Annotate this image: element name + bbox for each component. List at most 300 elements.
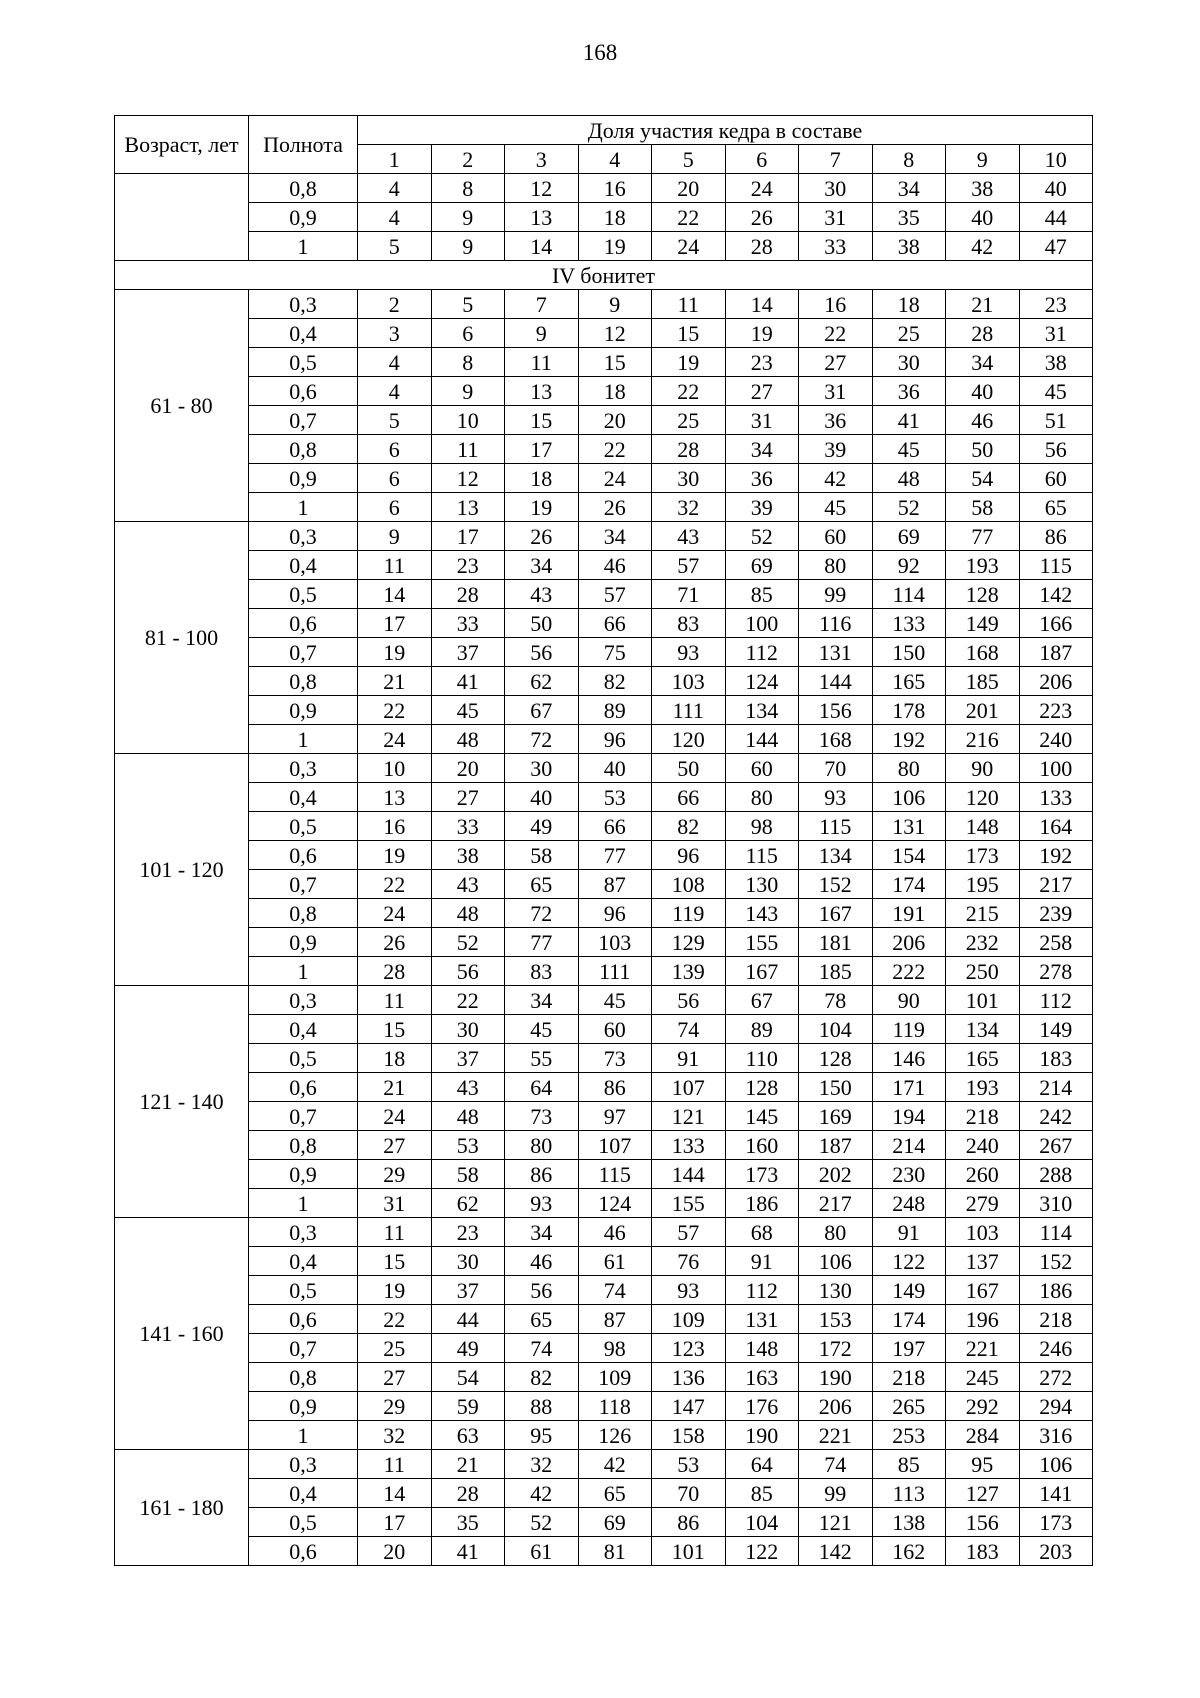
value-cell: 66 xyxy=(578,812,652,841)
value-cell: 192 xyxy=(1019,841,1093,870)
table-row xyxy=(115,899,1093,928)
value-cell: 24 xyxy=(725,174,799,203)
value-cell: 69 xyxy=(872,522,946,551)
value-cell: 143 xyxy=(725,899,799,928)
fill-cell: 0,4 xyxy=(249,319,358,348)
share-column-header: 9 xyxy=(946,145,1020,174)
value-cell: 82 xyxy=(505,1363,579,1392)
fill-cell: 0,3 xyxy=(249,290,358,319)
table-row xyxy=(115,464,1093,493)
table-row xyxy=(115,232,1093,261)
fill-cell: 0,9 xyxy=(249,928,358,957)
value-cell: 87 xyxy=(578,1305,652,1334)
value-cell: 41 xyxy=(431,667,505,696)
value-cell: 86 xyxy=(505,1160,579,1189)
value-cell: 121 xyxy=(799,1508,873,1537)
value-cell: 18 xyxy=(872,290,946,319)
value-cell: 15 xyxy=(358,1247,432,1276)
value-cell: 69 xyxy=(725,551,799,580)
fill-cell: 1 xyxy=(249,232,358,261)
value-cell: 22 xyxy=(652,203,726,232)
value-cell: 155 xyxy=(652,1189,726,1218)
value-cell: 52 xyxy=(725,522,799,551)
value-cell: 183 xyxy=(1019,1044,1093,1073)
age-group-cell: 101 - 120 xyxy=(115,754,249,986)
value-cell: 8 xyxy=(431,348,505,377)
table-row xyxy=(115,1479,1093,1508)
value-cell: 109 xyxy=(578,1363,652,1392)
value-cell: 4 xyxy=(358,377,432,406)
value-cell: 34 xyxy=(946,348,1020,377)
fill-cell: 0,5 xyxy=(249,1508,358,1537)
value-cell: 41 xyxy=(431,1537,505,1566)
value-cell: 43 xyxy=(431,870,505,899)
value-cell: 48 xyxy=(431,725,505,754)
value-cell: 30 xyxy=(652,464,726,493)
table-row xyxy=(115,725,1093,754)
value-cell: 240 xyxy=(946,1131,1020,1160)
table-body xyxy=(115,174,1093,1566)
value-cell: 73 xyxy=(505,1102,579,1131)
value-cell: 112 xyxy=(725,1276,799,1305)
value-cell: 70 xyxy=(652,1479,726,1508)
value-cell: 53 xyxy=(578,783,652,812)
value-cell: 9 xyxy=(505,319,579,348)
value-cell: 310 xyxy=(1019,1189,1093,1218)
value-cell: 284 xyxy=(946,1421,1020,1450)
value-cell: 217 xyxy=(1019,870,1093,899)
fill-cell: 0,6 xyxy=(249,1537,358,1566)
value-cell: 69 xyxy=(578,1508,652,1537)
fill-cell: 0,7 xyxy=(249,1334,358,1363)
table-row xyxy=(115,348,1093,377)
value-cell: 28 xyxy=(652,435,726,464)
value-cell: 2 xyxy=(358,290,432,319)
value-cell: 167 xyxy=(946,1276,1020,1305)
value-cell: 23 xyxy=(725,348,799,377)
value-cell: 6 xyxy=(431,319,505,348)
value-cell: 54 xyxy=(431,1363,505,1392)
value-cell: 13 xyxy=(431,493,505,522)
value-cell: 28 xyxy=(431,580,505,609)
value-cell: 20 xyxy=(652,174,726,203)
value-cell: 83 xyxy=(505,957,579,986)
value-cell: 272 xyxy=(1019,1363,1093,1392)
value-cell: 128 xyxy=(799,1044,873,1073)
value-cell: 156 xyxy=(799,696,873,725)
fill-cell: 0,8 xyxy=(249,899,358,928)
value-cell: 174 xyxy=(872,870,946,899)
value-cell: 165 xyxy=(872,667,946,696)
value-cell: 149 xyxy=(872,1276,946,1305)
value-cell: 28 xyxy=(358,957,432,986)
value-cell: 22 xyxy=(799,319,873,348)
value-cell: 33 xyxy=(431,812,505,841)
value-cell: 45 xyxy=(505,1015,579,1044)
value-cell: 22 xyxy=(652,377,726,406)
value-cell: 8 xyxy=(431,174,505,203)
fill-cell: 1 xyxy=(249,725,358,754)
value-cell: 185 xyxy=(946,667,1020,696)
value-cell: 43 xyxy=(505,580,579,609)
value-cell: 106 xyxy=(872,783,946,812)
section-title: IV бонитет xyxy=(115,261,1093,290)
value-cell: 45 xyxy=(872,435,946,464)
table-row xyxy=(115,319,1093,348)
value-cell: 36 xyxy=(725,464,799,493)
value-cell: 147 xyxy=(652,1392,726,1421)
table-row xyxy=(115,493,1093,522)
value-cell: 5 xyxy=(358,232,432,261)
value-cell: 152 xyxy=(799,870,873,899)
value-cell: 95 xyxy=(946,1450,1020,1479)
value-cell: 104 xyxy=(725,1508,799,1537)
value-cell: 14 xyxy=(725,290,799,319)
value-cell: 24 xyxy=(358,1102,432,1131)
value-cell: 56 xyxy=(505,638,579,667)
value-cell: 154 xyxy=(872,841,946,870)
table-row xyxy=(115,1508,1093,1537)
fill-cell: 0,3 xyxy=(249,1218,358,1247)
value-cell: 45 xyxy=(799,493,873,522)
value-cell: 146 xyxy=(872,1044,946,1073)
fill-cell: 0,6 xyxy=(249,377,358,406)
value-cell: 30 xyxy=(872,348,946,377)
value-cell: 25 xyxy=(872,319,946,348)
table-row xyxy=(115,1305,1093,1334)
fill-cell: 0,3 xyxy=(249,522,358,551)
value-cell: 218 xyxy=(946,1102,1020,1131)
value-cell: 83 xyxy=(652,609,726,638)
value-cell: 206 xyxy=(1019,667,1093,696)
value-cell: 71 xyxy=(652,580,726,609)
value-cell: 40 xyxy=(1019,174,1093,203)
share-column-header: 8 xyxy=(872,145,946,174)
value-cell: 31 xyxy=(358,1189,432,1218)
table-row xyxy=(115,1015,1093,1044)
value-cell: 150 xyxy=(872,638,946,667)
value-cell: 99 xyxy=(799,580,873,609)
value-cell: 60 xyxy=(725,754,799,783)
value-cell: 190 xyxy=(725,1421,799,1450)
value-cell: 258 xyxy=(1019,928,1093,957)
value-cell: 23 xyxy=(1019,290,1093,319)
value-cell: 139 xyxy=(652,957,726,986)
value-cell: 174 xyxy=(872,1305,946,1334)
value-cell: 93 xyxy=(505,1189,579,1218)
value-cell: 149 xyxy=(946,609,1020,638)
value-cell: 57 xyxy=(652,551,726,580)
value-cell: 27 xyxy=(358,1131,432,1160)
value-cell: 48 xyxy=(431,899,505,928)
value-cell: 191 xyxy=(872,899,946,928)
value-cell: 5 xyxy=(431,290,505,319)
table-row xyxy=(115,1363,1093,1392)
value-cell: 9 xyxy=(431,203,505,232)
value-cell: 80 xyxy=(872,754,946,783)
value-cell: 80 xyxy=(505,1131,579,1160)
value-cell: 80 xyxy=(725,783,799,812)
value-cell: 223 xyxy=(1019,696,1093,725)
value-cell: 134 xyxy=(799,841,873,870)
fill-cell: 0,9 xyxy=(249,1160,358,1189)
section-row xyxy=(115,261,1093,290)
value-cell: 50 xyxy=(505,609,579,638)
value-cell: 112 xyxy=(725,638,799,667)
value-cell: 25 xyxy=(652,406,726,435)
value-cell: 115 xyxy=(578,1160,652,1189)
value-cell: 107 xyxy=(652,1073,726,1102)
fill-cell: 0,5 xyxy=(249,1044,358,1073)
table-row xyxy=(115,1334,1093,1363)
fill-cell: 0,7 xyxy=(249,870,358,899)
value-cell: 33 xyxy=(431,609,505,638)
value-cell: 86 xyxy=(578,1073,652,1102)
value-cell: 34 xyxy=(872,174,946,203)
value-cell: 176 xyxy=(725,1392,799,1421)
value-cell: 218 xyxy=(1019,1305,1093,1334)
age-group-cell: 161 - 180 xyxy=(115,1450,249,1566)
fill-cell: 0,3 xyxy=(249,754,358,783)
share-column-header: 6 xyxy=(725,145,799,174)
value-cell: 116 xyxy=(799,609,873,638)
value-cell: 58 xyxy=(505,841,579,870)
value-cell: 49 xyxy=(505,812,579,841)
value-cell: 72 xyxy=(505,725,579,754)
value-cell: 23 xyxy=(431,551,505,580)
table-row xyxy=(115,435,1093,464)
value-cell: 52 xyxy=(872,493,946,522)
value-cell: 40 xyxy=(505,783,579,812)
page-number: 168 xyxy=(582,40,618,65)
value-cell: 29 xyxy=(358,1392,432,1421)
value-cell: 20 xyxy=(431,754,505,783)
value-cell: 65 xyxy=(505,1305,579,1334)
value-cell: 26 xyxy=(358,928,432,957)
table-row xyxy=(115,522,1093,551)
share-group-header: Доля участия кедра в составе xyxy=(358,116,1093,145)
value-cell: 68 xyxy=(725,1218,799,1247)
value-cell: 171 xyxy=(872,1073,946,1102)
value-cell: 126 xyxy=(578,1421,652,1450)
share-column-header: 1 xyxy=(358,145,432,174)
value-cell: 19 xyxy=(505,493,579,522)
value-cell: 97 xyxy=(578,1102,652,1131)
value-cell: 22 xyxy=(431,986,505,1015)
value-cell: 56 xyxy=(1019,435,1093,464)
value-cell: 19 xyxy=(652,348,726,377)
value-cell: 96 xyxy=(578,899,652,928)
value-cell: 42 xyxy=(505,1479,579,1508)
value-cell: 35 xyxy=(431,1508,505,1537)
value-cell: 26 xyxy=(725,203,799,232)
value-cell: 133 xyxy=(652,1131,726,1160)
value-cell: 55 xyxy=(505,1044,579,1073)
value-cell: 240 xyxy=(1019,725,1093,754)
value-cell: 63 xyxy=(431,1421,505,1450)
value-cell: 81 xyxy=(578,1537,652,1566)
value-cell: 149 xyxy=(1019,1015,1093,1044)
value-cell: 108 xyxy=(652,870,726,899)
value-cell: 48 xyxy=(431,1102,505,1131)
value-cell: 40 xyxy=(578,754,652,783)
value-cell: 115 xyxy=(725,841,799,870)
value-cell: 173 xyxy=(946,841,1020,870)
value-cell: 22 xyxy=(358,870,432,899)
value-cell: 56 xyxy=(652,986,726,1015)
value-cell: 129 xyxy=(652,928,726,957)
value-cell: 24 xyxy=(358,725,432,754)
value-cell: 114 xyxy=(1019,1218,1093,1247)
value-cell: 39 xyxy=(725,493,799,522)
share-column-header: 3 xyxy=(505,145,579,174)
value-cell: 278 xyxy=(1019,957,1093,986)
value-cell: 32 xyxy=(358,1421,432,1450)
value-cell: 27 xyxy=(725,377,799,406)
value-cell: 90 xyxy=(946,754,1020,783)
value-cell: 34 xyxy=(505,1218,579,1247)
value-cell: 82 xyxy=(652,812,726,841)
value-cell: 106 xyxy=(1019,1450,1093,1479)
value-cell: 59 xyxy=(431,1392,505,1421)
fill-cell: 0,4 xyxy=(249,551,358,580)
table-row xyxy=(115,1276,1093,1305)
value-cell: 27 xyxy=(358,1363,432,1392)
share-column-header: 10 xyxy=(1019,145,1093,174)
value-cell: 78 xyxy=(799,986,873,1015)
value-cell: 61 xyxy=(578,1247,652,1276)
value-cell: 45 xyxy=(578,986,652,1015)
value-cell: 13 xyxy=(505,377,579,406)
value-cell: 60 xyxy=(578,1015,652,1044)
value-cell: 57 xyxy=(652,1218,726,1247)
value-cell: 186 xyxy=(1019,1276,1093,1305)
table-row xyxy=(115,1450,1093,1479)
fill-cell: 0,6 xyxy=(249,841,358,870)
value-cell: 172 xyxy=(799,1334,873,1363)
value-cell: 7 xyxy=(505,290,579,319)
value-cell: 20 xyxy=(358,1537,432,1566)
value-cell: 15 xyxy=(578,348,652,377)
value-cell: 110 xyxy=(725,1044,799,1073)
value-cell: 163 xyxy=(725,1363,799,1392)
value-cell: 45 xyxy=(1019,377,1093,406)
value-cell: 67 xyxy=(725,986,799,1015)
value-cell: 19 xyxy=(358,841,432,870)
value-cell: 47 xyxy=(1019,232,1093,261)
value-cell: 103 xyxy=(652,667,726,696)
value-cell: 194 xyxy=(872,1102,946,1131)
table-row xyxy=(115,696,1093,725)
value-cell: 201 xyxy=(946,696,1020,725)
value-cell: 28 xyxy=(725,232,799,261)
value-cell: 3 xyxy=(358,319,432,348)
value-cell: 111 xyxy=(652,696,726,725)
value-cell: 11 xyxy=(358,986,432,1015)
value-cell: 193 xyxy=(946,551,1020,580)
value-cell: 144 xyxy=(725,725,799,754)
fill-cell: 0,3 xyxy=(249,986,358,1015)
value-cell: 38 xyxy=(872,232,946,261)
value-cell: 124 xyxy=(725,667,799,696)
value-cell: 40 xyxy=(946,377,1020,406)
table-row xyxy=(115,841,1093,870)
value-cell: 128 xyxy=(725,1073,799,1102)
table-row xyxy=(115,1392,1093,1421)
value-cell: 19 xyxy=(578,232,652,261)
value-cell: 24 xyxy=(578,464,652,493)
value-cell: 190 xyxy=(799,1363,873,1392)
fill-cell: 0,9 xyxy=(249,696,358,725)
value-cell: 98 xyxy=(578,1334,652,1363)
value-cell: 44 xyxy=(1019,203,1093,232)
value-cell: 217 xyxy=(799,1189,873,1218)
value-cell: 250 xyxy=(946,957,1020,986)
value-cell: 42 xyxy=(578,1450,652,1479)
value-cell: 137 xyxy=(946,1247,1020,1276)
value-cell: 87 xyxy=(578,870,652,899)
value-cell: 193 xyxy=(946,1073,1020,1102)
value-cell: 216 xyxy=(946,725,1020,754)
value-cell: 91 xyxy=(725,1247,799,1276)
value-cell: 168 xyxy=(799,725,873,754)
value-cell: 221 xyxy=(799,1421,873,1450)
fill-cell: 0,9 xyxy=(249,464,358,493)
value-cell: 92 xyxy=(872,551,946,580)
table-row xyxy=(115,551,1093,580)
value-cell: 44 xyxy=(431,1305,505,1334)
value-cell: 11 xyxy=(431,435,505,464)
value-cell: 11 xyxy=(358,1450,432,1479)
table-row xyxy=(115,1189,1093,1218)
table-row xyxy=(115,406,1093,435)
value-cell: 138 xyxy=(872,1508,946,1537)
value-cell: 153 xyxy=(799,1305,873,1334)
table-row xyxy=(115,783,1093,812)
value-cell: 34 xyxy=(505,986,579,1015)
value-cell: 34 xyxy=(578,522,652,551)
value-cell: 38 xyxy=(431,841,505,870)
value-cell: 111 xyxy=(578,957,652,986)
value-cell: 106 xyxy=(799,1247,873,1276)
share-column-header: 5 xyxy=(652,145,726,174)
value-cell: 9 xyxy=(358,522,432,551)
value-cell: 38 xyxy=(946,174,1020,203)
value-cell: 119 xyxy=(652,899,726,928)
value-cell: 49 xyxy=(431,1334,505,1363)
value-cell: 196 xyxy=(946,1305,1020,1334)
value-cell: 160 xyxy=(725,1131,799,1160)
value-cell: 91 xyxy=(872,1218,946,1247)
value-cell: 142 xyxy=(1019,580,1093,609)
value-cell: 101 xyxy=(946,986,1020,1015)
value-cell: 230 xyxy=(872,1160,946,1189)
value-cell: 86 xyxy=(1019,522,1093,551)
value-cell: 103 xyxy=(946,1218,1020,1247)
value-cell: 168 xyxy=(946,638,1020,667)
fill-cell: 0,8 xyxy=(249,174,358,203)
value-cell: 95 xyxy=(505,1421,579,1450)
value-cell: 128 xyxy=(946,580,1020,609)
value-cell: 173 xyxy=(1019,1508,1093,1537)
value-cell: 30 xyxy=(431,1015,505,1044)
value-cell: 74 xyxy=(652,1015,726,1044)
value-cell: 133 xyxy=(872,609,946,638)
value-cell: 104 xyxy=(799,1015,873,1044)
value-cell: 183 xyxy=(946,1537,1020,1566)
value-cell: 245 xyxy=(946,1363,1020,1392)
value-cell: 85 xyxy=(725,1479,799,1508)
